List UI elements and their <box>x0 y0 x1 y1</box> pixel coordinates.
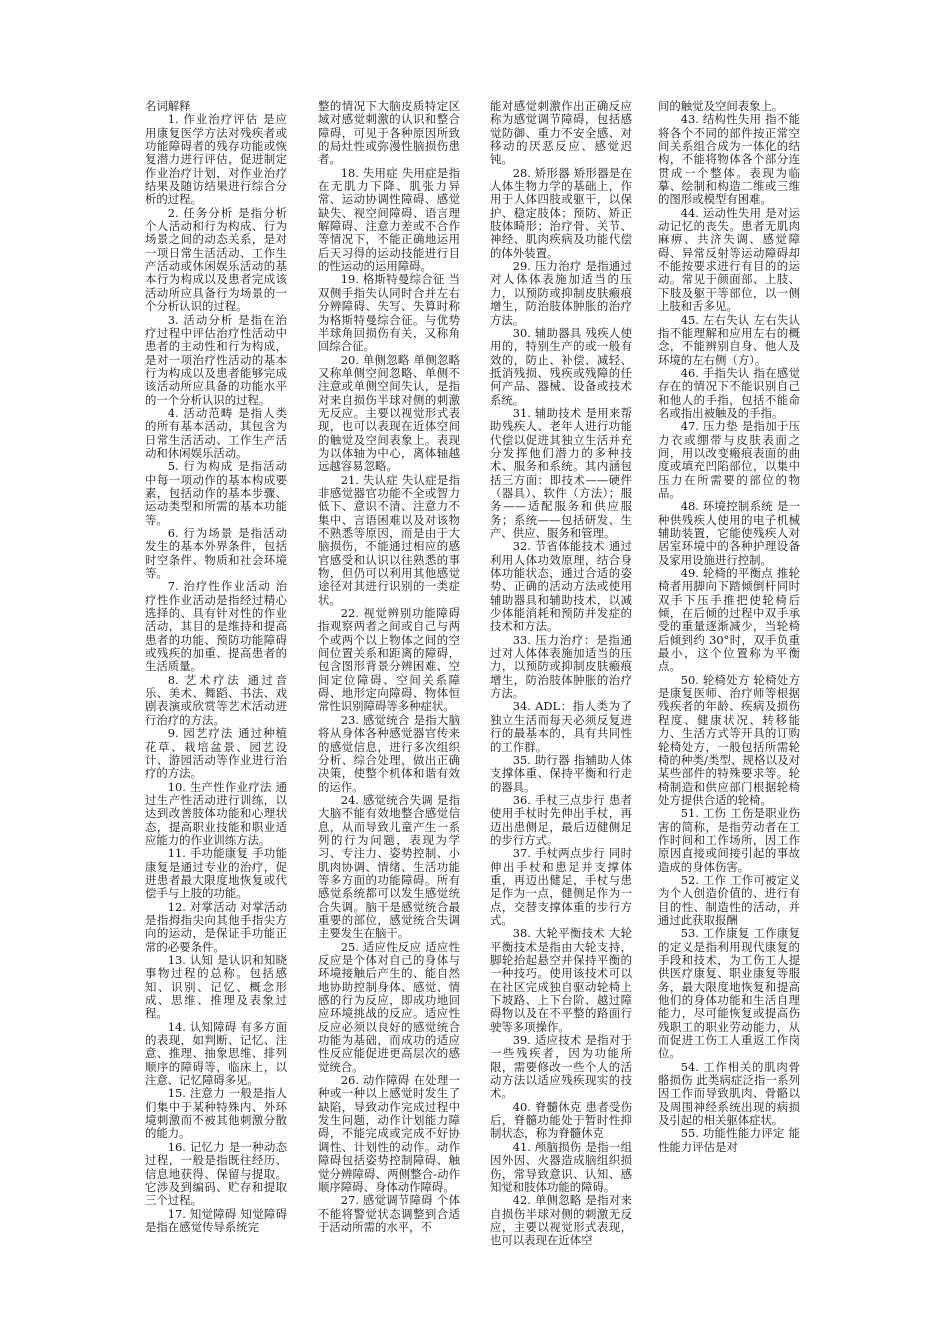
term-definition: 41. 颅脑损伤 是指一组因外因、火器造成脑组织损伤，常导致意识、认知、感知觉和肢体功能的障碍。 <box>490 1139 632 1194</box>
term-definition: 4. 活动范畴 是指人类的所有基本活动，其包含为日常生活活动、工作生产活动和休闲娱乐活动。 <box>145 405 287 460</box>
text-column-2 <box>318 100 460 1234</box>
term-definition: 52. 工作 工作可被定义为个人创造价值的、进行有目的性、制造性的活动，并通过此获取报酬 <box>658 872 800 927</box>
term-definition: 47. 压力垫 是指加于压力衣或绷带与皮肤表面之间，用以改变瘢痕表面的曲度或填充凹陷部位，以集中压力在所需要的部位的物品。 <box>658 419 800 500</box>
term-definition: 3. 活动分析 是指在治疗过程中评估治疗性活动中患者的主动性和行为构成，是对一项治疗性活动的基本行为构成以及患者能够完成该活动所应具备的功能水平的一个分析认识的过程。 <box>145 312 287 407</box>
term-definition: 25. 适应性反应 适应性反应是个体对自己的身体与环境接触后产生的、能自然地协助控制身体、感觉、情感的行为反应，即成功地回应环境挑战的反应。适应性反应必须以良好的感觉统合功能为基础，而成功的适应性反应能促进更高层次的感觉统合。 <box>318 939 460 1074</box>
term-definition: 26. 动作障碍 在处理一种或一种以上感觉时发生了缺陷，导致动作完成过程中发生问题，动作计划能力障碍，不能完成或完成不好协调性、计划性的动作。动作障碍包括姿势控制障碍、触觉分辨障碍、两侧整合-动作顺序障碍、身体动作障碍。 <box>318 1073 460 1194</box>
text-column-3 <box>490 100 632 1248</box>
term-definition: 23. 感觉统合 是指大脑将从身体各种感觉器官传来的感觉信息，进行多次组织分析、综合处理，做出正确决策，使整个机体和谐有效的运作。 <box>318 712 460 794</box>
term-definition: 7. 治疗性作业活动 治疗性作业活动是指经过精心选择的、具有针对性的作业活动，其目的是维持和提高患者的功能、预防功能障碍或残疾的加重、提高患者的生活质量。 <box>145 579 287 674</box>
term-definition: 38. 大轮平衡技术 大轮平衡技术是指由大轮支持，脚轮抬起悬空并保持平衡的一种技巧。使用该技术可以在社区完成独自驱动轮椅上下坡路、上下台阶、越过障碍物以及在不平整的路面行驶等多项操作。 <box>490 926 632 1034</box>
term-definition: 12. 对掌活动 对掌活动是指拇指尖向其他手指尖方向的运动，是保证手功能正常的必要条件。 <box>145 899 287 954</box>
continued-paragraph: 间的触觉及空间表象上。 <box>658 99 784 113</box>
term-definition: 2. 任务分析 是指分析个人活动和行为构成、行为场景之间的动态关系，是对一项日常生活活动、工作生产活动或休闲娱乐活动的基本行为构成以及患者完成该活动所应具备行为场景的一个分析认识的过程。 <box>145 205 287 314</box>
term-definition: 48. 环境控制系统 是一种供残疾人使用的电子机械辅助装置，它能使残疾人对居室环境中的各种护理设备及家用设施进行控制。 <box>658 499 800 567</box>
term-definition: 34. ADL：指人类为了独立生活而每天必须反复进行的最基本的，具有共同性的工作群。 <box>490 699 632 754</box>
term-definition: 42. 单侧忽略 是指对来自损伤半球对侧的刺激无反应，主要以视觉形式表现，也可以表现在近体空 <box>490 1193 632 1248</box>
term-definition: 44. 运动性失用 是对运动记忆的丧失。患者无肌肉麻痹、共济失调、感觉障碍、异常反射等运动障碍却不能按要求进行有目的的运动。常见于颜面部、上肢、下肢及躯干等部位，以一侧上肢和舌多见。 <box>658 205 800 314</box>
term-definition: 27. 感觉调节障碍 个体不能将警觉状态调整到合适于活动所需的水平，不 <box>318 1193 460 1234</box>
term-definition: 40. 脊髓休克 患者受伤后，脊髓功能处于暂时性抑制状态，称为脊髓休克 <box>490 1099 632 1141</box>
term-definition: 53. 工作康复 工作康复的定义是指利用现代康复的手段和技术，为工伤工人提供医疗康复、职业康复等服务，最大限度地恢复和提高他们的身体功能和生活自理能力，尽可能恢复或提高伤残职工的职业劳动能力，从而促进工伤工人重返工作岗位。 <box>658 926 800 1061</box>
term-definition: 15. 注意力 一般是指人们集中于某种特殊内、外环境刺激而不被其他刺激分散的能力。 <box>145 1086 287 1141</box>
term-definition: 33. 压力治疗：是指通过对人体体表施加适当的压力，以预防或抑制皮肤瘢痕增生，防治肢体肿胀的治疗方法。 <box>490 632 632 701</box>
term-definition: 20. 单侧忽略 单侧忽略又称单侧空间忽略、单侧不注意或单侧空间失认，是指对来自损伤半球对侧的刺激无反应。主要以视觉形式表现，也可以表现在近体空间的触觉及空间表象上。表现为以体轴为中心，离体轴越远越容易忽略。 <box>318 352 460 474</box>
term-definition: 43. 结构性失用 指不能将各个不同的部件按正常空间关系组合成为一体化的结构，不能将物体各个部分连贯成一个整体。表现为临摹、绘制和构造二维或三维的图形或模型有困难。 <box>658 112 800 207</box>
term-definition: 31. 辅助技术 是用来帮助残疾人、老年人进行功能代偿以促进其独立生活并充分发挥他们潜力的多种技术、服务和系统。其内涵包括三方面：即技术——硬件（器具）、软件（方法）；服务——适配服务和供应服务；系统——包括研发、生产、供应、服务和管理。 <box>490 405 632 540</box>
term-definition: 28. 矫形器 矫形器是在人体生物力学的基础上，作用于人体四肢或躯干，以保护、稳定肢体；预防、矫正肢体畸形；治疗骨、关节、神经、肌肉疾病及功能代偿的体外装置。 <box>490 165 632 260</box>
term-definition: 19. 格斯特曼综合征 当双侧手指失认同时合并左右分辨障碍、失写、失算时称为格斯特曼综合征。与优势半球角回损伤有关，又称角回综合征。 <box>318 272 460 354</box>
term-definition: 18. 失用症 失用症是指在无肌力下降、肌张力异常、运动协调性障碍、感觉缺失、视空间障碍、语言理解障碍、注意力差或不合作等情况下，不能正确地运用后天习得的运动技能进行目的性运动的运用障碍。 <box>318 165 460 274</box>
term-definition: 13. 认知 是认识和知晓事物过程的总称。包括感知、识别、记忆、概念形成、思维、推理及表象过程。 <box>145 953 287 1021</box>
term-definition: 55. 功能性能力评定 能性能力评估是对 <box>658 1126 800 1154</box>
term-definition: 45. 左右失认 左右失认指不能理解和应用左右的概念，不能辨别自身、他人及环境的左右侧（方）。 <box>658 312 800 367</box>
text-column-4 <box>658 100 800 1154</box>
term-definition: 16. 记忆力 是一种动态过程，一般是指既往经历、信息地获得、保留与提取。它涉及到编码、贮存和提取三个过程。 <box>145 1139 287 1208</box>
term-definition: 9. 园艺疗法 通过种植花草、栽培盆景、园艺设计、游园活动等作业进行治疗的方法。 <box>145 726 287 781</box>
term-definition: 30. 辅助器具 残疾人使用的，特别生产的或一般有效的，防止、补偿、减轻、抵消残损、残疾或残障的任何产品、器械、设备或技术系统。 <box>490 325 632 407</box>
term-definition: 11. 手功能康复 手功能康复是通过专业的治疗，促进患者最大限度地恢复或代偿手与上肢的功能。 <box>145 846 287 901</box>
term-definition: 22. 视觉辨别功能障碍 指观察两者之间或自己与两个或两个以上物体之间的空间位置关系和距离的障碍，包含图形背景分辨困难、空间定位障碍、空间关系障碍、地形定向障碍、物体恒常性识别障碍等多种症状。 <box>318 606 460 714</box>
term-definition: 6. 行为场景 是指活动发生的基本外界条件，包括时空条件、物质和社会环境等。 <box>145 526 287 581</box>
term-definition: 14. 认知障碍 有多方面的表现，如判断、记忆、注意、推理、抽象思维、排列顺序的障碍等，临床上，以注意、记忆障碍多见。 <box>145 1019 287 1088</box>
term-definition: 5. 行为构成 是指活动中每一项动作的基本构成要素，包括动作的基本步骤、运动类型和所需的基本功能等。 <box>145 459 287 527</box>
term-definition: 10. 生产性作业疗法 通过生产性活动进行训练，以达到改善肢体功能和心理状态，提高职业技能和职业适应能力的作业训练方法。 <box>145 779 287 847</box>
term-definition: 1. 作业治疗评估 是应用康复医学方法对残疾者或功能障碍者的残存功能或恢复潜力进行评估，促进制定作业治疗计划，对作业治疗结果及随访结果进行综合分析的过程。 <box>145 112 287 207</box>
term-definition: 8. 艺术疗法 通过音乐、美术、舞蹈、书法、戏剧表演或欣赏等艺术活动进行治疗的方法。 <box>145 672 287 727</box>
term-definition: 54. 工作相关的肌肉骨骼损伤 此类病症泛指一系列因工作而导致肌肉、骨骼以及周围神经系统出现的病损及引起的相关躯体症状。 <box>658 1059 800 1128</box>
section-heading: 名词解释 <box>145 99 191 113</box>
term-definition: 51. 工伤 工伤是职业伤害的简称，是指劳动者在工作时间和工作场所，因工作原因直接或间接引起的事故造成的身体伤害。 <box>658 806 800 874</box>
term-definition: 37. 手杖两点步行 同时伸出手杖和患足并支撑体重，再迈出健足，手杖与患足作为一点，健侧足作为一点，交替支撑体重的步行方式。 <box>490 846 632 927</box>
term-definition: 17. 知觉障碍 知觉障碍是指在感觉传导系统完 <box>145 1206 287 1234</box>
text-column-1 <box>145 100 287 1234</box>
term-definition: 29. 压力治疗 是指通过对人体体表施加适当的压力，以预防或抑制皮肤瘢痕增生，防治肢体肿胀的治疗方法。 <box>490 259 632 327</box>
term-definition: 50. 轮椅处方 轮椅处方是康复医师、治疗师等根据残疾者的年龄、疾病及损伤程度、健康状况、转移能力、生活方式等开具的订购轮椅处方，一般包括所需轮椅的种类/类型、规格以及对某些部件的特殊要求等。轮椅制造和供应部门根据轮椅处方提供合适的轮椅。 <box>658 672 800 807</box>
term-definition: 35. 助行器 指辅助人体支撑体重、保持平衡和行走的器具。 <box>490 752 632 794</box>
term-definition: 39. 适应技术 是指对于一些残疾者，因为功能所限，需要修改一些个人的活动方法以适应残疾现实的技术。 <box>490 1033 632 1101</box>
term-definition: 36. 手杖三点步行 患者使用手杖时先伸出手杖，再迈出患侧足，最后迈健侧足的步行方式。 <box>490 792 632 847</box>
continued-paragraph: 能对感觉刺激作出正确反应称为感觉调节障碍，包括感觉防御、重力不安全感、对移动的厌恶反应、感觉迟钝。 <box>490 99 632 167</box>
term-definition: 49. 轮椅的平衡点 推轮椅者用脚向下踏倾倒杆同时双手下压手推把使轮椅后倾，在后倾的过程中双手承受的重量逐渐减少，当轮椅后倾到约 30°时，双手负重最小，这个位置称为平衡点。 <box>658 566 800 674</box>
term-definition: 32. 节省体能技术 通过利用人体功效原理，结合身体功能状态，通过合适的姿势、正确的活动方法或使用辅助器具和辅助技术，以减少体能消耗和预防并发症的技术和方法。 <box>490 539 632 634</box>
term-definition: 21. 失认症 失认症是指非感觉器官功能不全或智力低下、意识不清、注意力不集中、言语困难以及对该物不熟悉等原因，而是由于大脑损伤，不能通过相应的感官感受和认识以往熟悉的事物，但仍可以利用其他感觉途径对其进行识别的一类症状。 <box>318 472 460 607</box>
document-page <box>145 100 813 1340</box>
term-definition: 24. 感觉统合失调 是指大脑不能有效地整合感觉信息，从而导致儿童产生一系列的行为问题，表现为学习、专注力、姿势控制、小肌肉协调、情绪、生活功能等多方面的功能障碍。所有感觉系统都可以发生感觉统合失调。脑干是感觉统合最重要的部位，感觉统合失调主要发生在脑干。 <box>318 792 460 941</box>
term-definition: 46. 手指失认 指在感觉存在的情况下不能识别自己和他人的手指，包括不能命名或指出被触及的手指。 <box>658 365 800 420</box>
continued-paragraph: 整的情况下大脑皮质特定区域对感觉刺激的认识和整合障碍，可见于各种原因所致的局灶性或弥漫性脑损伤患者。 <box>318 99 460 167</box>
